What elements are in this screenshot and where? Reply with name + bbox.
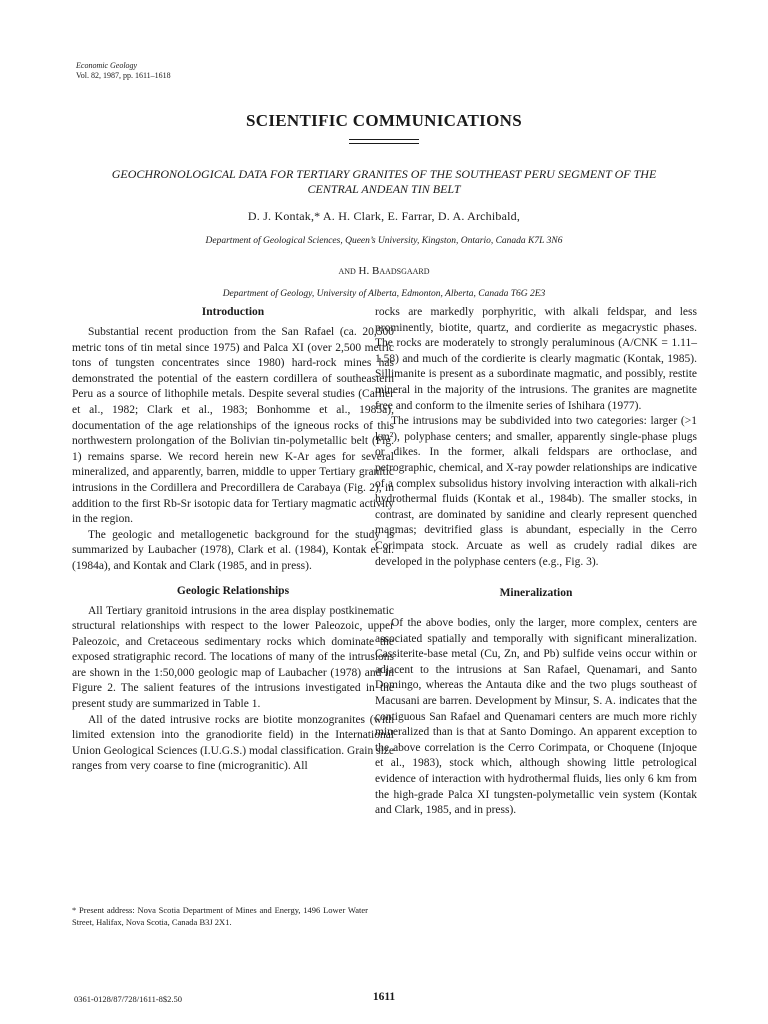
heading-geologic-relationships: Geologic Relationships [176, 584, 290, 597]
geology-paragraph-4: The intrusions may be subdivided into two categories: larger (>1 km²), polyphase centers; and smaller, apparently single-phase plugs or dikes. In the former, alkali feldspars are orthoclase, and petrographic, chemical, and X-ray powder relationships are indicative of a complex subsolidus history involving interaction with alkali-rich hydrothermal fluids (Kontak et al., 1984b). The smaller stocks, in contrast, are dominated by sanidine and clearly represent quenched magmas; devitrified glass is abundant, especially in the Cerro Corimpata stock. Arcuate as well as crudely radial dikes are developed in the polyphase centers (e.g., Fig. 3). [375, 415, 697, 568]
right-column [375, 305, 697, 819]
journal-name: Economic Geology [76, 61, 138, 70]
author-baadsgaard: and H. Baadsgaard [338, 265, 430, 277]
geology-paragraph-2: All of the dated intrusive rocks are biotite monzogranites (with limited extension into the granodiorite field) in the International Union Geological Sciences (I.U.G.S.) modal classification. Grain size ranges from very coarse to fine (microgranitic). All [72, 713, 394, 773]
journal-volume: Vol. 82, 1987, pp. 1611–1618 [76, 70, 171, 80]
affiliation-alberta: Department of Geology, University of Alberta, Edmonton, Alberta, Canada T6G 2E3 [222, 289, 546, 299]
footer-code: 0361-0128/87/728/1611-8$2.50 [74, 994, 183, 1004]
article-title: GEOCHRONOLOGICAL DATA FOR TERTIARY GRANITES OF THE SOUTHEAST PERU SEGMENT OF THE CENTRAL ANDEAN TIN BELT [111, 167, 657, 196]
journal-header [76, 61, 171, 80]
section-title: SCIENTIFIC COMMUNICATIONS [246, 111, 522, 130]
footnote: * Present address: Nova Scotia Department of Mines and Energy, 1496 Lower Water Street, Halifax, Nova Scotia, Canada B3J 2X1. [72, 905, 368, 927]
title-rule-bottom [349, 143, 419, 144]
intro-paragraph-2: The geologic and metallogenetic background for the study is summarized by Laubacher (1978), Clark et al. (1984), Kontak et al. (1984a), and Kontak and Clark (1985, and in press). [72, 528, 394, 572]
mineralization-paragraph: Of the above bodies, only the larger, more complex, centers are associated spatially and temporally with significant mineralization. Cassiterite-base metal (Cu, Zn, and Pb) sulfide veins occur within or adjacent to the intrusions at San Rafael, Quenamari, and Santo Domingo, whereas the Antauta dike and the two plugs southeast of Macusani are barren. Development by Minsur, S. A. indicates that the contiguous San Rafael and Quenamari centers are much more richly mineralized than is that at Santo Domingo. An apparent exception to the above correlation is the Cerro Corimpata, or Choquene (Injoque et al., 1983), stock which, although showing little petrological evidence of interaction with hydrothermal fluids, lies only 6 km from the high-grade Palca XI tungsten-polymetallic vein system (Kontak and Clark, 1985, and in press). [375, 617, 697, 817]
geology-paragraph-3: rocks are markedly porphyritic, with alkali feldspar, and less prominently, biotite, quartz, and cordierite as megacrystic phases. The rocks are moderately to strongly peraluminous (A/CNK = 1.11–1.58) and much of the cordierite is clearly magmatic (Kontak, 1985). Sillimanite is present as a subordinate magmatic, and possibly, restite mineral in the majority of the intrusions. The granites are magnetite free and conform to the ilmenite series of Ishihara (1977). [375, 306, 697, 412]
author-list: D. J. Kontak,* A. H. Clark, E. Farrar, D. A. Archibald, [247, 209, 521, 223]
author-second-line [0, 265, 768, 277]
geology-paragraph-1: All Tertiary granitoid intrusions in the area display postkinematic structural relationships with respect to the lower Paleozoic, upper Paleozoic, and Cretaceous sedimentary rocks which dominate the exposed stratigraphic record. The locations of many of the intrusions are shown in the 1:50,000 geologic map of Laubacher (1978) and in Figure 2. The salient features of the intrusions investigated in the present study are summarized in Table 1. [72, 604, 394, 711]
page-number: 1611 [372, 991, 396, 1003]
heading-introduction: Introduction [201, 306, 265, 318]
intro-paragraph-1: Substantial recent production from the San Rafael (ca. 20,500 metric tons of tin metal since 1975) and Palca XI (over 2,500 metric tons of tungsten concentrates since 1980) hard-rock mines has demonstrated the potential of the eastern cordillera of southeastern Peru as a source of lithophile metals. Despite several studies (Carlier et al., 1982; Clark et al., 1983; Bonhomme et al., 1985a), documentation of the age relationships of the igneous rocks of this northwestern prolongation of the Bolivian tin-polymetallic belt (Fig. 1) remains sparse. We record herein new K-Ar ages for several mineralized, and apparently, barren, middle to upper Tertiary granitic intrusions in the Cordillera and Precordillera de Carabaya (Fig. 2), in addition to the first Rb-Sr isotopic data for Tertiary magmatic activity in the region. [72, 326, 394, 526]
affiliation-queens: Department of Geological Sciences, Queen’s University, Kingston, Ontario, Canada K7L 3N6 [205, 236, 563, 246]
title-rule-top [349, 139, 419, 140]
heading-mineralization: Mineralization [499, 587, 573, 600]
left-column [72, 305, 394, 775]
